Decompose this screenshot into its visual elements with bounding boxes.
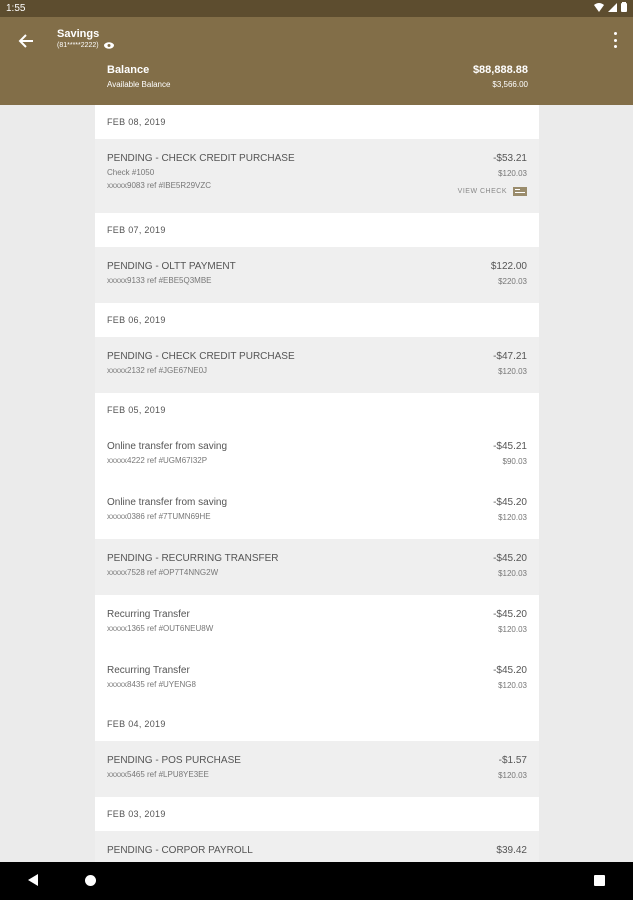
date-header: FEB 05, 2019 — [95, 393, 539, 427]
transaction-row[interactable] — [95, 651, 539, 707]
nav-recents-icon[interactable] — [594, 875, 605, 886]
transaction-description: PENDING - CHECK CREDIT PURCHASE — [107, 351, 295, 362]
view-check-button[interactable] — [458, 187, 527, 196]
transaction-amount: $39.42 — [496, 845, 527, 856]
transaction-reference: xxxxx8435 ref #UYENG8 — [107, 680, 196, 689]
transaction-row[interactable] — [95, 337, 539, 393]
date-header: FEB 08, 2019 — [95, 105, 539, 139]
transaction-description: Online transfer from saving — [107, 441, 228, 452]
transaction-row[interactable] — [95, 831, 539, 862]
transaction-reference: xxxxx5465 ref #LPU8YE3EE — [107, 770, 209, 779]
transaction-amount: -$45.20 — [493, 609, 527, 620]
balance-summary — [107, 64, 528, 94]
nav-home-icon[interactable] — [85, 875, 96, 886]
overflow-menu-button[interactable] — [611, 32, 619, 48]
transaction-group — [95, 427, 539, 539]
transaction-reference: xxxxx2132 ref #JGE67NE0J — [107, 366, 208, 375]
transaction-row[interactable] — [95, 539, 539, 595]
transaction-description: PENDING - OLTT PAYMENT — [107, 261, 236, 272]
transaction-balance: $120.03 — [498, 569, 527, 578]
transaction-description: PENDING - CHECK CREDIT PURCHASE — [107, 153, 295, 164]
account-number: (81*****2222) — [57, 42, 99, 49]
transaction-amount: -$45.20 — [493, 553, 527, 564]
balance-label: Balance — [107, 64, 150, 76]
transaction-group — [95, 337, 539, 393]
balance-value: $88,888.88 — [472, 64, 528, 76]
status-icons — [594, 2, 627, 12]
transaction-group — [95, 741, 539, 797]
transaction-amount: -$53.21 — [493, 153, 527, 164]
transaction-row[interactable] — [95, 139, 539, 213]
transaction-description: Online transfer from saving — [107, 497, 228, 508]
transaction-balance: $120.03 — [498, 513, 527, 522]
transaction-reference: xxxxx7528 ref #OP7T4NNG2W — [107, 568, 219, 577]
app-bar — [0, 17, 633, 105]
transaction-description: PENDING - CORPOR PAYROLL — [107, 845, 253, 856]
nav-back-icon[interactable] — [28, 874, 38, 886]
transaction-balance: $220.03 — [498, 277, 527, 286]
available-balance-value: $3,566.00 — [492, 80, 528, 89]
battery-icon — [621, 2, 627, 12]
transaction-group — [95, 595, 539, 707]
available-balance-label: Available Balance — [107, 80, 171, 89]
transaction-description: Recurring Transfer — [107, 665, 190, 676]
transaction-row[interactable] — [95, 741, 539, 797]
transaction-reference: xxxxx4222 ref #UGM67I32P — [107, 456, 208, 465]
transaction-row[interactable] — [95, 427, 539, 483]
transaction-amount: -$45.20 — [493, 665, 527, 676]
status-time: 1:55 — [6, 3, 26, 14]
date-header: FEB 06, 2019 — [95, 303, 539, 337]
transaction-description: PENDING - RECURRING TRANSFER — [107, 553, 279, 564]
transaction-check-number: Check #1050 — [107, 168, 155, 177]
transaction-reference: xxxxx9133 ref #EBE5Q3MBE — [107, 276, 212, 285]
transaction-group — [95, 139, 539, 213]
title-block — [57, 28, 114, 49]
transaction-amount: -$47.21 — [493, 351, 527, 362]
transaction-balance: $120.03 — [498, 367, 527, 376]
check-image-icon — [513, 187, 527, 196]
back-arrow-icon[interactable] — [16, 32, 36, 50]
transaction-group — [95, 831, 539, 862]
eye-icon[interactable] — [104, 42, 114, 49]
view-check-label: VIEW CHECK — [457, 188, 507, 195]
transaction-description: PENDING - POS PURCHASE — [107, 755, 241, 766]
transaction-balance: $120.03 — [498, 681, 527, 690]
transaction-list[interactable] — [95, 105, 539, 862]
date-header: FEB 07, 2019 — [95, 213, 539, 247]
transaction-amount: -$1.57 — [498, 755, 527, 766]
transaction-row[interactable] — [95, 483, 539, 539]
wifi-icon — [594, 3, 604, 12]
cell-signal-icon — [608, 3, 617, 12]
transaction-amount: $122.00 — [490, 261, 527, 272]
date-header: FEB 03, 2019 — [95, 797, 539, 831]
status-bar — [0, 0, 633, 17]
transaction-balance: $120.03 — [498, 771, 527, 780]
transaction-reference: xxxxx9083 ref #IBE5R29VZC — [107, 181, 212, 190]
transaction-reference: xxxxx0386 ref #7TUMN69HE — [107, 512, 211, 521]
transaction-balance: $120.03 — [498, 169, 527, 178]
transaction-amount: -$45.21 — [493, 441, 527, 452]
transaction-group — [95, 539, 539, 595]
transaction-row[interactable] — [95, 595, 539, 651]
page-title: Savings — [57, 28, 100, 40]
transaction-balance: $120.03 — [498, 625, 527, 634]
system-nav-bar — [0, 862, 633, 900]
account-row — [57, 42, 114, 49]
transaction-row[interactable] — [95, 247, 539, 303]
transaction-balance: $90.03 — [502, 457, 527, 466]
date-header: FEB 04, 2019 — [95, 707, 539, 741]
transaction-reference: xxxxx1365 ref #OUT6NEU8W — [107, 624, 214, 633]
transaction-group — [95, 247, 539, 303]
transaction-amount: -$45.20 — [493, 497, 527, 508]
transaction-description: Recurring Transfer — [107, 609, 190, 620]
